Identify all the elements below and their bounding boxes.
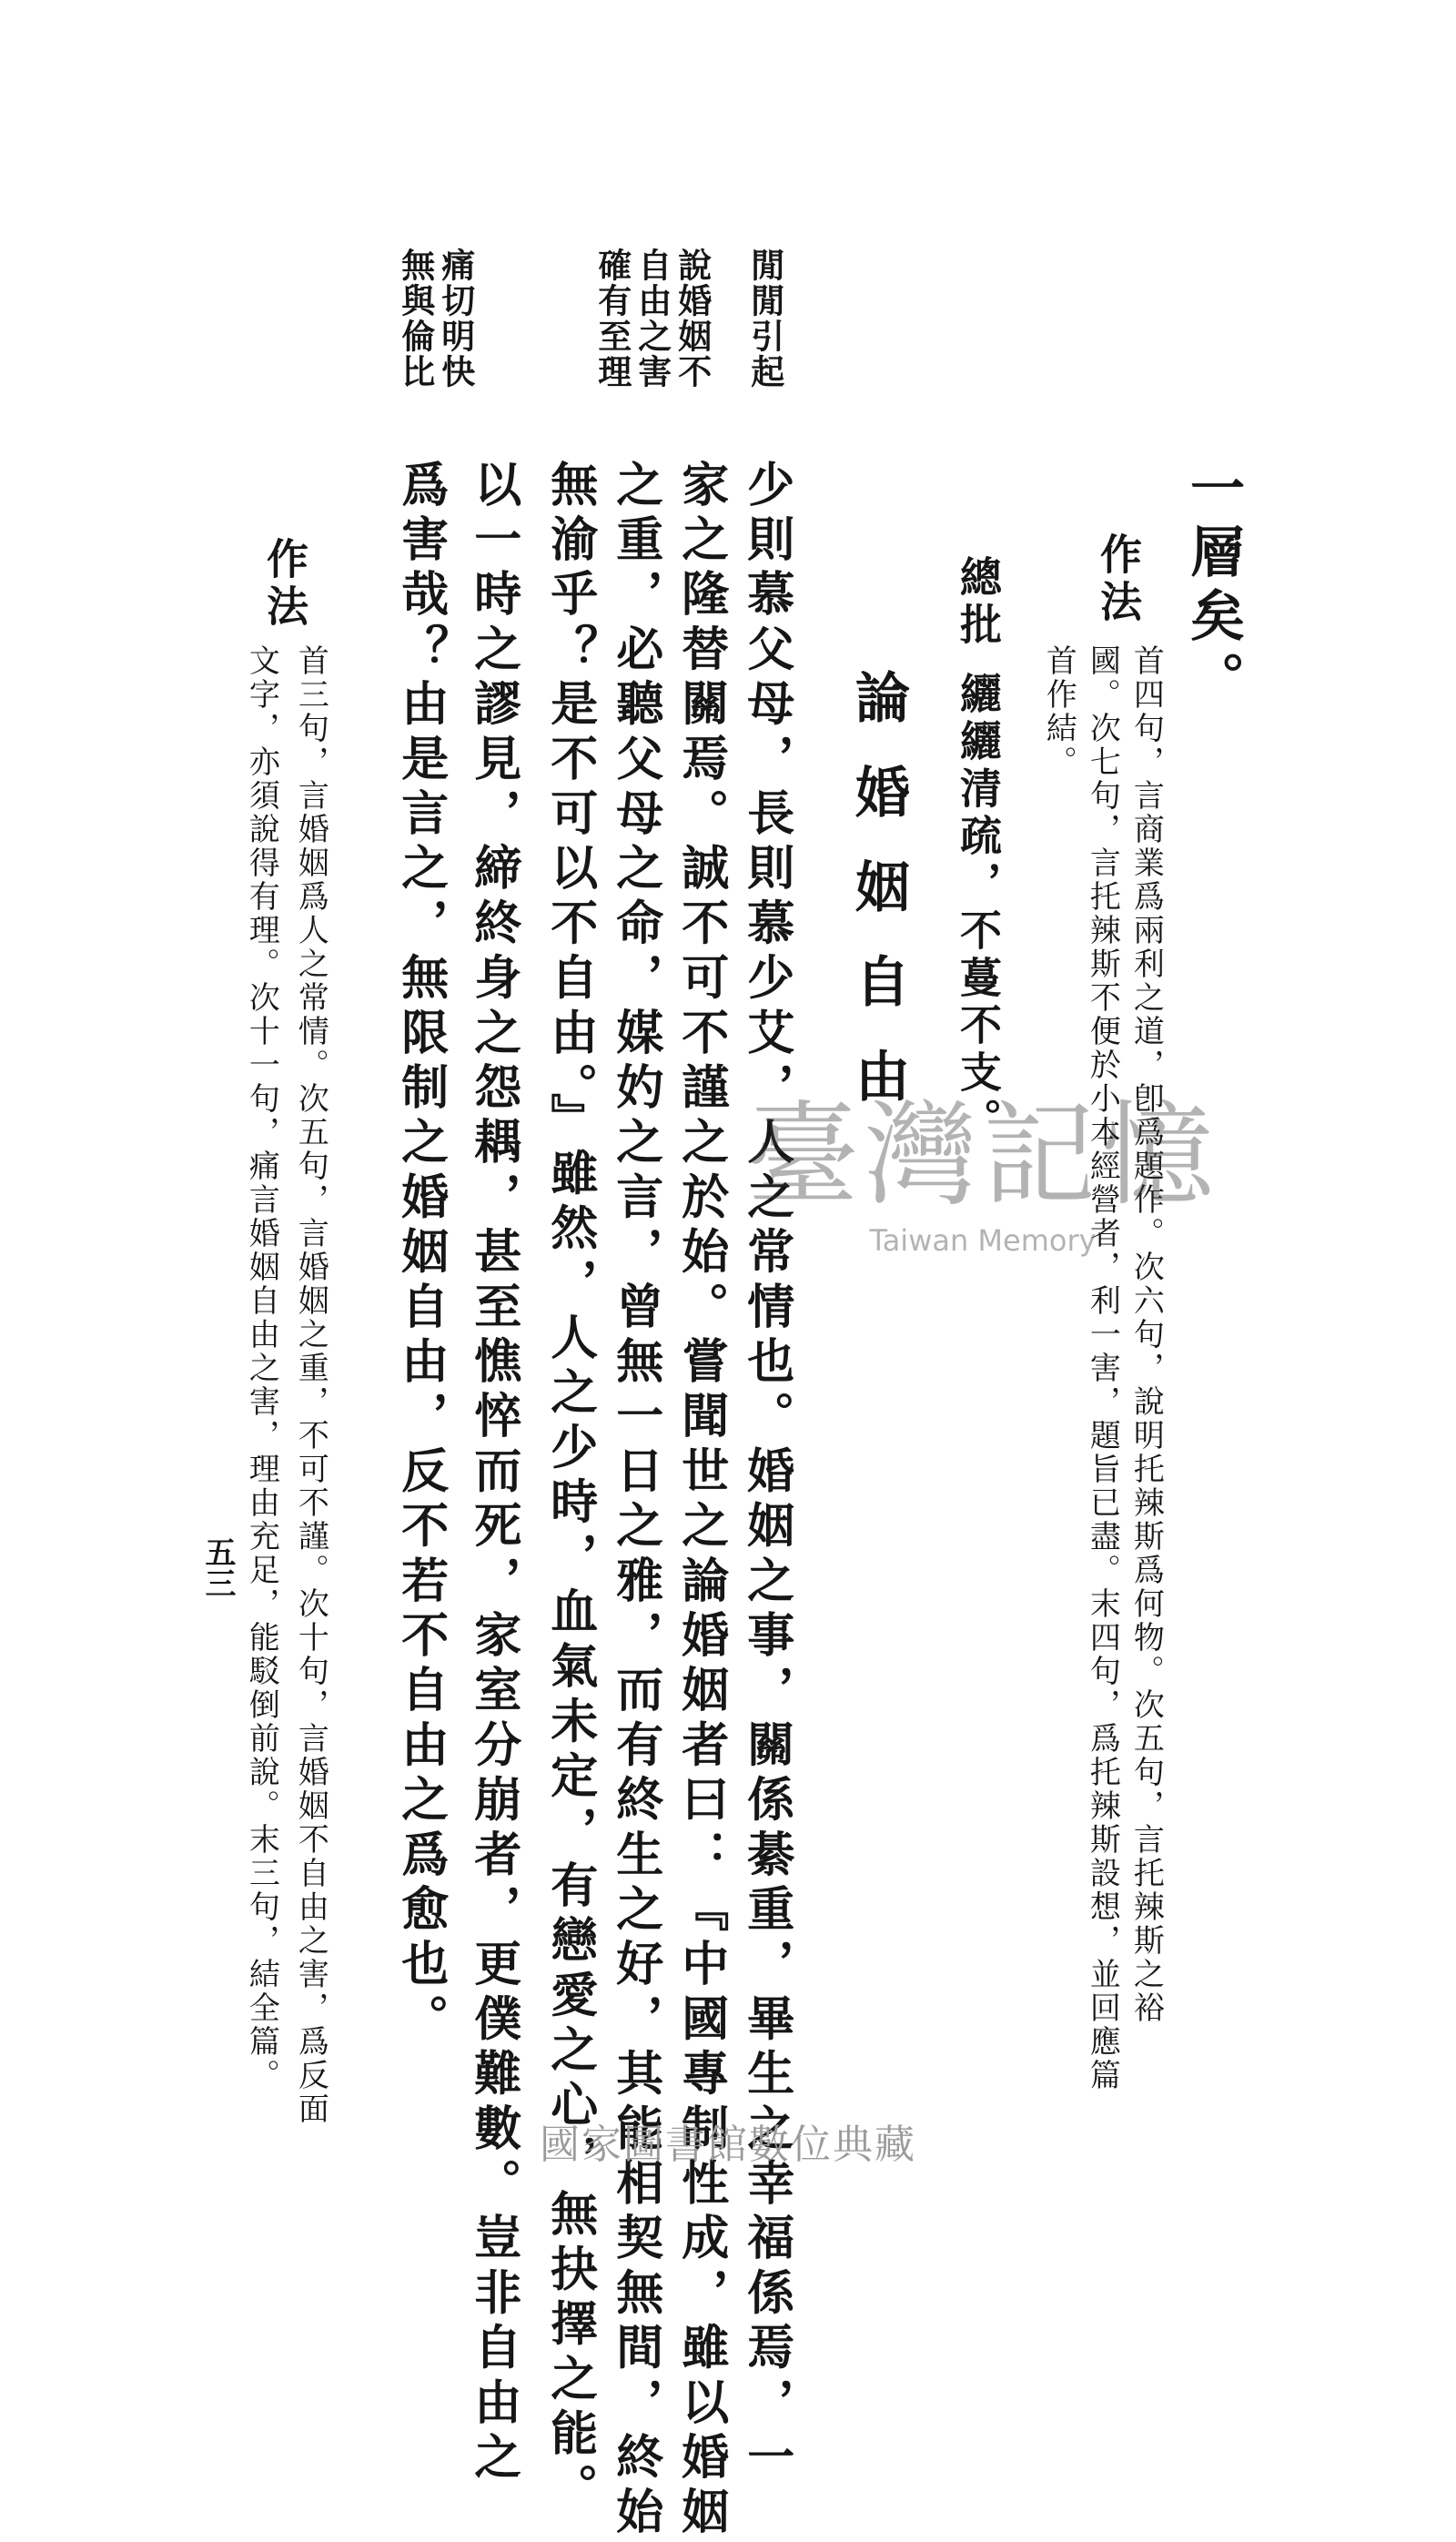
method-note-2: 文字，亦須說得有理。次十一句，痛言婚姻自由之害，理由充足，能駁倒前說。末三句，結全篇。	[243, 644, 280, 2092]
prev-method-note-3: 首作結。	[1040, 644, 1077, 779]
prev-method-heading: 作法	[1094, 532, 1143, 627]
previous-section-end: 一層矣。	[1181, 460, 1245, 714]
prev-method-note-1: 首四句，言商業爲兩利之道，卽爲題作。次六句，說明托辣斯爲何物。次五句，言托辣斯之裕	[1127, 644, 1165, 2025]
margin-note-4: 確有至理	[592, 248, 632, 390]
prev-method-note-2: 國。次七句，言托辣斯不便於小本經營者，利一害，題旨已盡。末四句，爲托辣斯設想，並回應篇	[1084, 644, 1121, 2092]
margin-note-2: 說婚姻不	[672, 248, 713, 390]
margin-note-5: 痛切明快	[435, 248, 476, 390]
essay-line-2: 家之隆替關焉。誠不可不謹之於始。嘗聞世之論婚姻者曰：『中國專制性成，雖以婚姻	[672, 460, 729, 2542]
method-note-1: 首三句，言婚姻爲人之常情。次五句，言婚姻之重，不可不謹。次十句，言婚姻不自由之害，爲反面	[292, 644, 329, 2126]
margin-note-1: 閒閒引起	[744, 248, 785, 390]
margin-note-3: 自由之害	[632, 248, 672, 390]
essay-line-1: 少則慕父母，長則慕少艾，人之常情也。婚姻之事，關係綦重，畢生之幸福係焉，一	[738, 460, 794, 2487]
page-number: 五三	[199, 1536, 236, 1598]
essay-line-5: 以一時之謬見，締終身之怨耦，甚至憔悴而死，家室分崩者，更僕難數。豈非自由之	[465, 460, 521, 2487]
general-comment: 纚纚清疏，不蔓不支。	[954, 672, 1003, 1145]
margin-note-6: 無與倫比	[395, 248, 436, 390]
general-comment-heading: 總批	[954, 555, 1003, 650]
footer-text: 國家圖書館數位典藏	[540, 2122, 916, 2168]
method-heading: 作法	[260, 537, 309, 632]
essay-line-4: 無渝乎？是不可以不自由。』雖然，人之少時，血氣未定，有戀愛之心，無抉擇之能。	[541, 460, 598, 2518]
watermark-chinese: 臺灣記憶	[746, 1090, 1220, 1221]
watermark-logo	[746, 1065, 1219, 1258]
watermark-english: Taiwan Memory	[869, 1223, 1097, 1258]
essay-line-3: 之重，必聽父母之命，媒妁之言，曾無一日之雅，而有終生之好，其能相契無間，終始	[607, 460, 663, 2542]
essay-title: 論婚姻自由	[846, 669, 910, 1142]
essay-line-6: 爲害哉？由是言之，無限制之婚姻自由，反不若不自由之爲愈也。	[392, 460, 449, 2049]
